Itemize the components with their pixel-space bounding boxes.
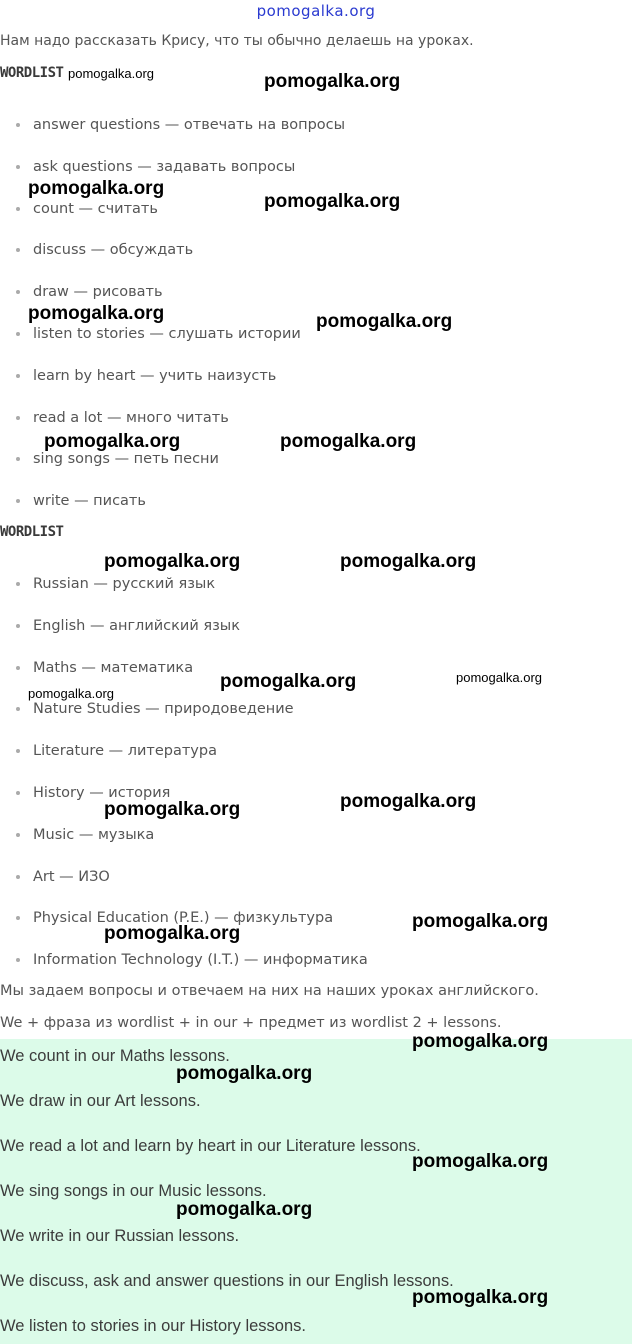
list-item: draw — рисовать <box>0 283 632 325</box>
list-item: Literature — литература <box>0 742 632 784</box>
answer-sentence: We listen to stories in our History lessons. <box>0 1317 306 1335</box>
watermark: pomogalka.org <box>176 1063 313 1084</box>
wordlist-2-heading: WORDLIST <box>0 524 64 540</box>
list-item: sing songs — петь песни <box>0 450 632 492</box>
watermark: pomogalka.org <box>316 311 453 332</box>
list-item: Russian — русский язык <box>0 575 632 617</box>
watermark: pomogalka.org <box>28 303 165 324</box>
answer-sentence: We draw in our Art lessons. <box>0 1092 201 1110</box>
list-item: History — история <box>0 784 632 826</box>
list-item: listen to stories — слушать истории <box>0 325 632 367</box>
watermark: pomogalka.org <box>412 1031 549 1052</box>
list-item: answer questions — отвечать на вопросы <box>0 116 632 158</box>
list-item: Maths — математика <box>0 659 632 701</box>
answer-sentence: We sing songs in our Music lessons. <box>0 1182 267 1200</box>
watermark: pomogalka.org <box>412 1151 549 1172</box>
list-item: discuss — обсуждать <box>0 241 632 283</box>
list-item: count — считать <box>0 200 632 242</box>
watermark: pomogalka.org <box>44 431 181 452</box>
watermark: pomogalka.org <box>264 71 401 92</box>
formula-text: We + фраза из wordlist + in our + предмет из wordlist 2 + lessons. <box>0 1015 502 1031</box>
watermark: pomogalka.org <box>412 1287 549 1308</box>
watermark: pomogalka.org <box>280 431 417 452</box>
wordlist-1-heading: WORDLIST <box>0 65 64 81</box>
list-item: Art — ИЗО <box>0 868 632 910</box>
watermark: pomogalka.org <box>104 799 241 820</box>
list-item: English — английский язык <box>0 617 632 659</box>
list-item: learn by heart — учить наизусть <box>0 367 632 409</box>
list-item: write — писать <box>0 492 632 534</box>
watermark: pomogalka.org <box>28 178 165 199</box>
answer-sentence: We read a lot and learn by heart in our Literature lessons. <box>0 1137 421 1155</box>
list-item: Information Technology (I.T.) — информатика <box>0 951 632 993</box>
list-item: Physical Education (P.E.) — физкультура <box>0 909 632 951</box>
watermark: pomogalka.org <box>220 671 357 692</box>
watermark: pomogalka.org <box>176 1199 313 1220</box>
watermark: pomogalka.org <box>264 191 401 212</box>
explanation-text: Мы задаем вопросы и отвечаем на них на наших уроках английского. <box>0 983 539 999</box>
intro-text: Нам надо рассказать Крису, что ты обычно делаешь на уроках. <box>0 33 474 49</box>
watermark: pomogalka.org <box>68 66 154 81</box>
answer-sentence: We count in our Maths lessons. <box>0 1047 230 1065</box>
watermark: pomogalka.org <box>104 923 241 944</box>
answer-sentence: We discuss, ask and answer questions in our English lessons. <box>0 1272 454 1290</box>
watermark: pomogalka.org <box>456 670 542 685</box>
watermark: pomogalka.org <box>340 791 477 812</box>
list-item: read a lot — много читать <box>0 409 632 451</box>
list-item: ask questions — задавать вопросы <box>0 158 632 200</box>
watermark: pomogalka.org <box>104 551 241 572</box>
answer-sentence: We write in our Russian lessons. <box>0 1227 240 1245</box>
watermark: pomogalka.org <box>28 686 114 701</box>
watermark: pomogalka.org <box>340 551 477 572</box>
watermark: pomogalka.org <box>412 911 549 932</box>
site-logo: pomogalka.org <box>256 2 376 20</box>
list-item: Nature Studies — природоведение <box>0 700 632 742</box>
list-item: Music — музыка <box>0 826 632 868</box>
